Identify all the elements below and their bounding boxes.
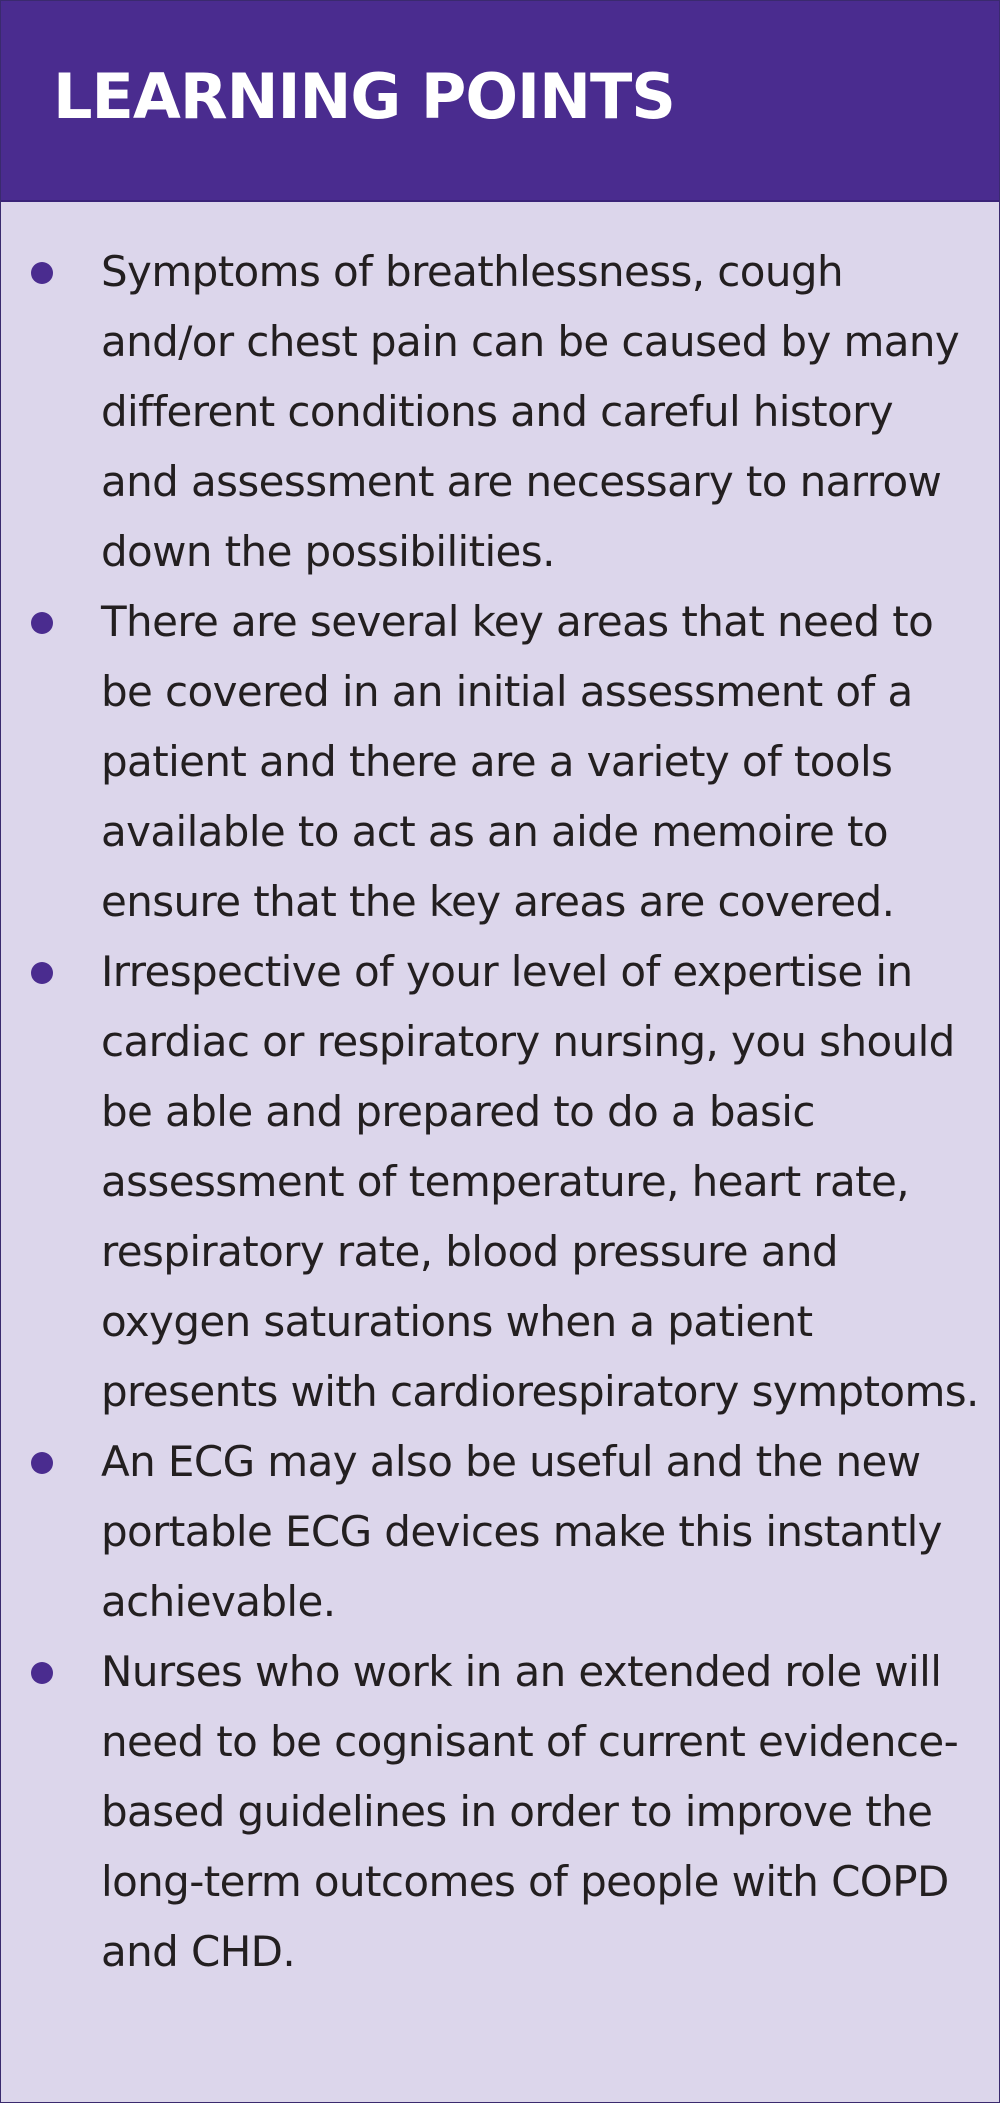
list-item-text: Nurses who work in an extended role will need to be cognisant of current evidence-based guidelines in order to improve the long-term outcomes of people with COPD and CHD.	[101, 1647, 959, 1976]
bullet-icon	[31, 1662, 53, 1684]
header-bar	[1, 1, 999, 202]
list-item-text: There are several key areas that need to be covered in an initial assessment of a patient and there are a variety of tools available to act as an aide memoire to ensure that the key areas are covered.	[101, 597, 934, 926]
list-item	[1, 1427, 999, 1637]
bullet-icon	[31, 612, 53, 634]
box-title: LEARNING POINTS	[53, 60, 675, 133]
list-item	[1, 937, 999, 1427]
list-item	[1, 587, 999, 937]
bullet-icon	[31, 962, 53, 984]
list-item-text: An ECG may also be useful and the new portable ECG devices make this instantly achievable.	[101, 1437, 942, 1626]
learning-points-list	[1, 237, 999, 1987]
list-item-text: Irrespective of your level of expertise in cardiac or respiratory nursing, you should be able and prepared to do a basic assessment of temperature, heart rate, respiratory rate, blood pressure and oxygen saturations when a patient presents with cardiorespiratory symptoms.	[101, 947, 979, 1416]
list-item	[1, 237, 999, 587]
bullet-icon	[31, 262, 53, 284]
bullet-icon	[31, 1452, 53, 1474]
list-item-text: Symptoms of breathlessness, cough and/or chest pain can be caused by many different conditions and careful history and assessment are necessary to narrow down the possibilities.	[101, 247, 960, 576]
list-item	[1, 1637, 999, 1987]
